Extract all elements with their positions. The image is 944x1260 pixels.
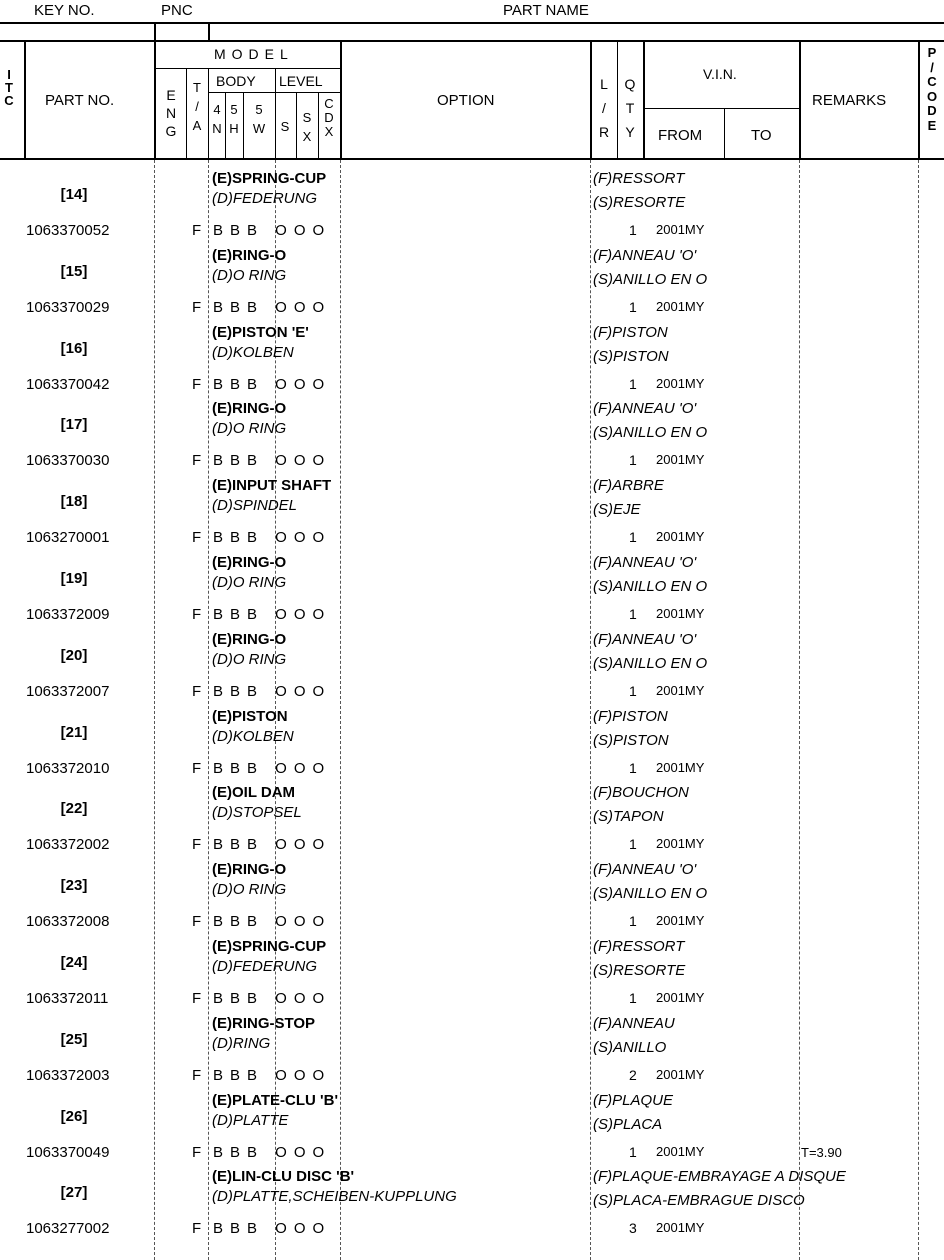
column-rule — [918, 160, 919, 1260]
column-rule — [590, 160, 591, 1260]
part-number: 1063270001 — [26, 529, 110, 547]
option-french: (F)PLAQUE-EMBRAYAGE A DISQUE — [593, 1168, 846, 1186]
option-english: (E)RING-O — [212, 400, 287, 418]
option-french: (F)ANNEAU 'O' — [593, 400, 697, 418]
option-english: (E)RING-STOP — [212, 1014, 316, 1032]
column-rule — [154, 160, 155, 1260]
quantity: 1 — [629, 682, 637, 699]
quantity: 1 — [629, 298, 637, 315]
quantity: 1 — [629, 529, 637, 546]
model-codes: BBB OOO — [213, 1066, 332, 1084]
part-number: 1063370030 — [26, 452, 110, 470]
model-codes: BBB OOO — [213, 375, 332, 393]
option-german: (D)PLATTE — [212, 1111, 289, 1129]
model-codes: BBB OOO — [213, 1143, 332, 1161]
option-french: (F)ANNEAU — [593, 1014, 675, 1032]
option-spanish: (S)PLACA — [593, 1115, 663, 1133]
model-codes: BBB OOO — [213, 452, 332, 470]
key-number: [17] — [60, 416, 88, 434]
quantity: 1 — [629, 606, 637, 622]
option-spanish: (S)PISTON — [593, 347, 669, 365]
model-codes: BBB OOO — [213, 222, 332, 239]
option-french: (F)PLAQUE — [593, 1091, 674, 1109]
ta-code: F — [192, 606, 202, 623]
vin-from: 2001MY — [656, 375, 705, 391]
ta-code: F — [192, 682, 202, 700]
ta-code: F — [192, 1143, 202, 1161]
body-col-5w: 5 W — [252, 102, 266, 136]
pcode-header: P / C O D E — [926, 45, 938, 133]
key-number: [16] — [60, 339, 88, 357]
ta-code: F — [192, 913, 202, 931]
option-spanish: (S)ANILLO EN O — [593, 270, 708, 288]
part-number: 1063277002 — [26, 1220, 110, 1238]
key-number: [27] — [60, 1184, 88, 1202]
key-number: [18] — [60, 493, 88, 511]
part-no-header: PART NO. — [45, 92, 115, 109]
option-german: (D)O RING — [212, 650, 287, 668]
option-spanish: (S)ANILLO EN O — [593, 654, 708, 672]
lr-header: L / R — [598, 76, 610, 140]
option-french: (F)ANNEAU 'O' — [593, 630, 697, 648]
vin-from: 2001MY — [656, 1066, 705, 1082]
option-english: (E)SPRING-CUP — [212, 938, 327, 955]
quantity: 1 — [629, 913, 637, 930]
key-number: [20] — [60, 646, 88, 664]
option-spanish: (S)EJE — [593, 501, 641, 519]
rule — [643, 40, 645, 158]
column-rule — [799, 160, 800, 1260]
option-french: (F)ARBRE — [593, 477, 664, 495]
option-german: (D)KOLBEN — [212, 727, 294, 745]
rule — [225, 92, 226, 158]
key-number: [24] — [60, 954, 88, 971]
model-codes: BBB OOO — [213, 298, 332, 316]
option-french: (F)ANNEAU 'O' — [593, 861, 697, 879]
remarks-value: T=3.90 — [801, 1144, 842, 1160]
column-rule — [208, 160, 209, 1260]
body-col-4n: 4 N — [212, 102, 222, 136]
vin-to-header: TO — [751, 127, 772, 144]
quantity: 1 — [629, 759, 637, 776]
quantity: 1 — [629, 1143, 637, 1160]
option-english: (E)PISTON 'E' — [212, 323, 309, 341]
part-name-header: PART NAME — [503, 2, 589, 19]
option-german: (D)FEDERUNG — [212, 190, 317, 207]
vin-from: 2001MY — [656, 1220, 705, 1236]
key-number: [25] — [60, 1030, 88, 1048]
vin-from: 2001MY — [656, 298, 705, 314]
option-spanish: (S)PLACA-EMBRAGUE DISCO — [593, 1192, 805, 1210]
option-english: (E)RING-O — [212, 554, 287, 571]
option-english: (E)RING-O — [212, 630, 287, 648]
vin-from: 2001MY — [656, 990, 705, 1005]
option-spanish: (S)RESORTE — [593, 194, 686, 211]
rule — [724, 108, 725, 158]
option-german: (D)PLATTE,SCHEIBEN-KUPPLUNG — [212, 1188, 457, 1206]
rule — [644, 108, 800, 109]
part-number: 1063370042 — [26, 375, 110, 393]
option-french: (F)ANNEAU 'O' — [593, 246, 697, 264]
vin-from: 2001MY — [656, 1143, 705, 1159]
key-number: [22] — [60, 800, 88, 818]
quantity: 1 — [629, 836, 637, 853]
rule — [340, 40, 342, 158]
quantity: 1 — [629, 452, 637, 469]
ta-code: F — [192, 836, 202, 854]
rule — [0, 22, 944, 24]
key-number: [15] — [60, 262, 88, 280]
part-number: 1063370052 — [26, 222, 110, 239]
option-english: (E)PLATE-CLU 'B' — [212, 1091, 339, 1109]
column-rule — [340, 160, 341, 1260]
option-spanish: (S)ANILLO EN O — [593, 885, 708, 903]
option-french: (F)PISTON — [593, 707, 668, 725]
model-codes: BBB OOO — [213, 606, 332, 623]
quantity: 2 — [629, 1066, 637, 1083]
key-number: [14] — [60, 186, 88, 203]
model-header: MODEL — [214, 46, 294, 62]
vin-from: 2001MY — [656, 529, 705, 545]
option-german: (D)O RING — [212, 266, 287, 284]
option-english: (E)OIL DAM — [212, 784, 296, 802]
eng-header: E N G — [165, 87, 177, 139]
option-german: (D)STOPSEL — [212, 804, 302, 822]
option-german: (D)O RING — [212, 574, 287, 591]
part-number: 1063372007 — [26, 682, 110, 700]
option-english: (E)PISTON — [212, 707, 288, 725]
option-french: (F)RESSORT — [593, 170, 685, 187]
model-codes: BBB OOO — [213, 682, 332, 700]
level-col-sx: S X — [302, 110, 312, 144]
rule — [799, 40, 801, 158]
ta-code: F — [192, 529, 202, 547]
key-number: [23] — [60, 877, 88, 895]
part-number: 1063370029 — [26, 298, 110, 316]
option-spanish: (S)ANILLO — [593, 1038, 667, 1056]
itc-header: I T C — [4, 67, 14, 108]
option-english: (E)RING-O — [212, 861, 287, 879]
ta-code: F — [192, 452, 202, 470]
level-col-s: S — [280, 119, 290, 134]
option-german: (D)O RING — [212, 420, 287, 438]
option-spanish: (S)PISTON — [593, 731, 669, 749]
key-no-header: KEY NO. — [34, 2, 95, 19]
vin-from: 2001MY — [656, 836, 705, 852]
model-codes: BBB OOO — [213, 836, 332, 854]
ta-code: F — [192, 222, 202, 239]
rule — [154, 22, 156, 158]
body-col-5h: 5 H — [229, 102, 239, 136]
body-header: BODY — [216, 73, 256, 89]
rule — [617, 40, 618, 158]
option-french: (F)PISTON — [593, 323, 668, 341]
key-number: [26] — [60, 1107, 88, 1125]
option-header: OPTION — [437, 92, 495, 109]
part-number: 1063372010 — [26, 759, 110, 777]
part-number: 1063372008 — [26, 913, 110, 931]
part-number: 1063372011 — [26, 990, 109, 1007]
ta-code: F — [192, 759, 202, 777]
vin-from: 2001MY — [656, 682, 705, 698]
rule — [296, 92, 297, 158]
rule — [155, 68, 341, 69]
rule — [918, 40, 920, 158]
vin-from: 2001MY — [656, 222, 705, 237]
pnc-header: PNC — [161, 2, 193, 19]
option-french: (F)BOUCHON — [593, 784, 689, 802]
ta-code: F — [192, 990, 202, 1007]
option-german: (D)SPINDEL — [212, 497, 298, 515]
part-number: 1063372009 — [26, 606, 110, 623]
rule — [243, 92, 244, 158]
rule — [275, 68, 276, 158]
ta-code: F — [192, 298, 202, 316]
option-spanish: (S)TAPON — [593, 808, 664, 826]
key-number: [19] — [60, 570, 88, 587]
quantity: 1 — [629, 222, 637, 238]
option-spanish: (S)ANILLO EN O — [593, 578, 708, 595]
option-spanish: (S)ANILLO EN O — [593, 424, 708, 442]
option-german: (D)KOLBEN — [212, 343, 294, 361]
rule — [0, 40, 944, 42]
ta-code: F — [192, 1066, 202, 1084]
quantity: 3 — [629, 1220, 637, 1237]
model-codes: BBB OOO — [213, 990, 332, 1007]
ta-code: F — [192, 375, 202, 393]
option-english: (E)RING-O — [212, 246, 287, 264]
part-number: 1063372003 — [26, 1066, 110, 1084]
option-german: (D)RING — [212, 1034, 271, 1052]
rule — [24, 40, 26, 158]
option-french: (F)RESSORT — [593, 938, 685, 955]
ta-code: F — [192, 1220, 202, 1238]
option-german: (D)FEDERUNG — [212, 958, 317, 975]
quantity: 1 — [629, 375, 637, 392]
vin-from: 2001MY — [656, 913, 705, 929]
model-codes: BBB OOO — [213, 913, 332, 931]
vin-from: 2001MY — [656, 452, 705, 468]
vin-from: 2001MY — [656, 606, 705, 621]
part-number: 1063372002 — [26, 836, 110, 854]
part-number: 1063370049 — [26, 1143, 110, 1161]
ta-header: T / A — [192, 80, 202, 133]
model-codes: BBB OOO — [213, 759, 332, 777]
rule — [0, 158, 944, 160]
option-french: (F)ANNEAU 'O' — [593, 554, 697, 571]
rule — [208, 68, 209, 158]
qty-header: Q T Y — [624, 76, 636, 140]
rule — [590, 40, 592, 158]
rule — [186, 68, 187, 158]
option-spanish: (S)RESORTE — [593, 962, 686, 979]
rule — [318, 92, 319, 158]
option-english: (E)LIN-CLU DISC 'B' — [212, 1168, 355, 1186]
vin-from: 2001MY — [656, 759, 705, 775]
key-number: [21] — [60, 723, 88, 741]
option-german: (D)O RING — [212, 881, 287, 899]
vin-header: V.I.N. — [703, 66, 737, 82]
model-codes: BBB OOO — [213, 529, 332, 547]
quantity: 1 — [629, 990, 637, 1006]
rule — [208, 22, 210, 42]
level-col-cdx: C D X — [324, 96, 334, 139]
model-codes: BBB OOO — [213, 1220, 332, 1238]
option-english: (E)SPRING-CUP — [212, 170, 327, 187]
remarks-header: REMARKS — [812, 92, 887, 109]
level-header: LEVEL — [279, 73, 323, 89]
vin-from-header: FROM — [658, 127, 703, 144]
option-english: (E)INPUT SHAFT — [212, 477, 332, 495]
